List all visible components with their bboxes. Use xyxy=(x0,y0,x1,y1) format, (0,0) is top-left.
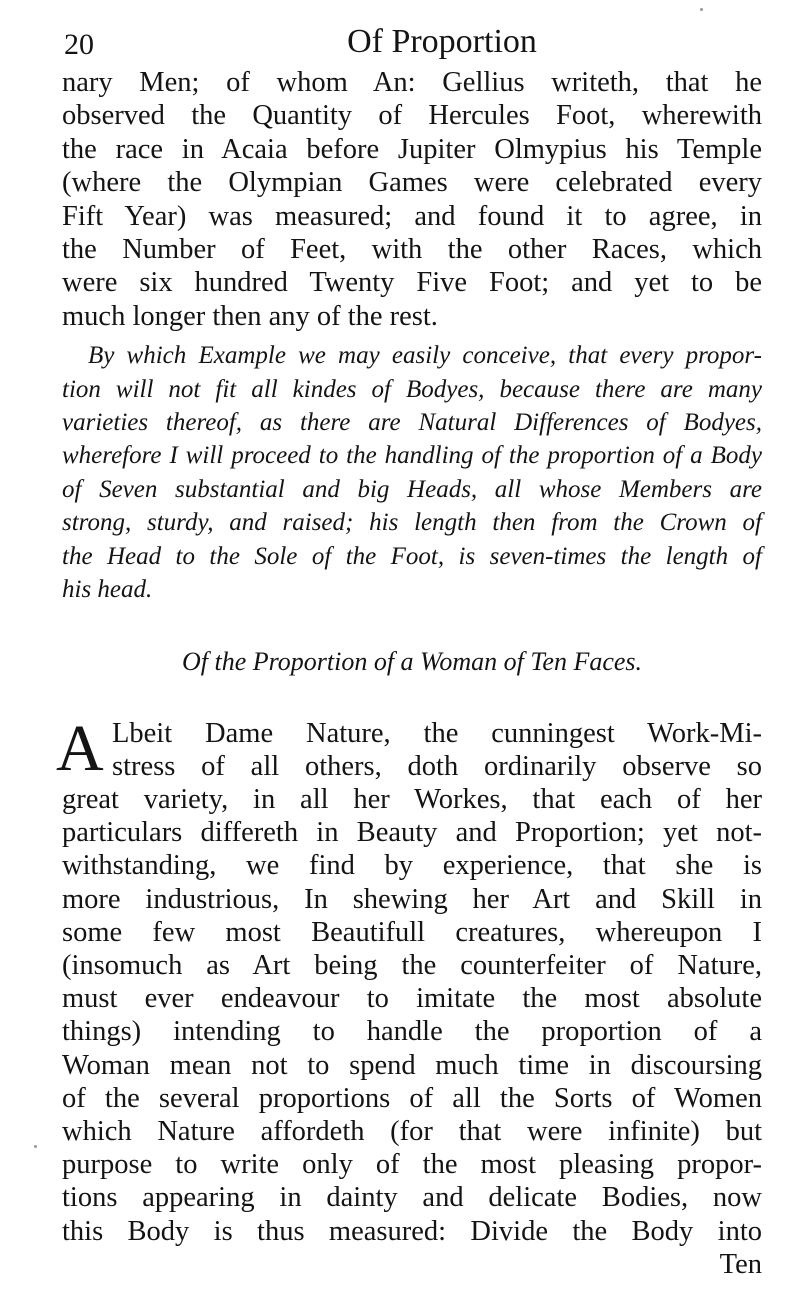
italic-line: wherefore I will proceed to the handling of the proportion of a Body xyxy=(62,442,762,470)
paper-speck xyxy=(700,8,703,11)
drop-cap: A xyxy=(56,711,104,785)
page-header xyxy=(62,18,762,66)
text-line: tions appearing in dainty and delicate Bodies, now xyxy=(62,1182,762,1214)
text-line: purpose to write only of the most pleasing propor- xyxy=(62,1149,762,1181)
italic-line: his head. xyxy=(62,576,153,604)
text-line: were six hundred Twenty Five Foot; and yet to be xyxy=(62,267,762,299)
text-line: things) intending to handle the proportion of a xyxy=(62,1016,762,1048)
text-line: Fift Year) was measured; and found it to agree, in xyxy=(62,200,762,232)
italic-line: the Head to the Sole of the Foot, is seven-times the length of xyxy=(62,542,762,570)
book-page xyxy=(56,18,762,1281)
text-line: (insomuch as Art being the counterfeiter of Nature, xyxy=(62,949,762,981)
page-number: 20 xyxy=(64,28,94,61)
text-line: Lbeit Dame Nature, the cunningest Work-Mi- xyxy=(112,717,762,749)
italic-line: of Seven substantial and big Heads, all whose Members are xyxy=(62,475,762,503)
text-line: observed the Quantity of Hercules Foot, wherewith xyxy=(62,100,762,132)
text-line: which Nature affordeth (for that were infinite) but xyxy=(62,1115,762,1147)
paragraph-2 xyxy=(56,711,762,1281)
text-line: nary Men; of whom An: Gellius writeth, that he xyxy=(62,67,762,98)
paper-speck xyxy=(34,1145,37,1148)
italic-line: By which Example we may easily conceive, that every propor- xyxy=(88,342,762,370)
text-line: stress of all others, doth ordinarily observe so xyxy=(112,750,762,782)
italic-line: tion will not fit all kindes of Bodyes, because there are many xyxy=(62,375,762,403)
text-line: (where the Olympian Games were celebrated every xyxy=(62,167,762,199)
text-line: great variety, in all her Workes, that each of her xyxy=(62,783,762,815)
text-line: withstanding, we find by experience, that she is xyxy=(62,850,762,882)
text-line: some few most Beautifull creatures, whereupon I xyxy=(62,916,762,948)
text-line: much longer then any of the rest. xyxy=(62,300,438,332)
text-line: particulars differeth in Beauty and Proportion; yet not- xyxy=(62,817,762,849)
section-heading: Of the Proportion of a Woman of Ten Faces. xyxy=(181,646,643,676)
italic-line: strong, sturdy, and raised; his length then from the Crown of xyxy=(62,509,762,537)
text-line: Woman mean not to spend much time in discoursing xyxy=(62,1049,762,1081)
text-line: this Body is thus measured: Divide the Body into xyxy=(62,1215,762,1247)
catchword: Ten xyxy=(719,1248,762,1280)
text-line: of the several proportions of all the Sorts of Women xyxy=(62,1082,762,1114)
running-title: Of Proportion xyxy=(347,23,537,60)
paragraph-1 xyxy=(62,66,762,333)
italic-line: varieties thereof, as there are Natural Differences of Bodyes, xyxy=(62,409,762,437)
text-line: the race in Acaia before Jupiter Olmypius his Temple xyxy=(62,133,762,165)
text-line: the Number of Feet, with the other Races, which xyxy=(62,234,762,266)
italic-paragraph xyxy=(62,339,762,606)
text-line: more industrious, In shewing her Art and Skill in xyxy=(62,883,762,915)
text-line: must ever endeavour to imitate the most absolute xyxy=(62,983,762,1015)
